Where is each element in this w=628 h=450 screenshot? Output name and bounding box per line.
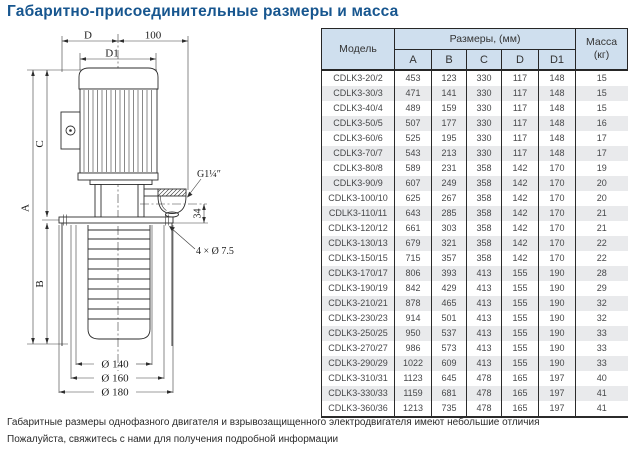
value-cell: 17 [576, 131, 628, 146]
value-cell: 413 [467, 311, 502, 326]
value-cell: 330 [467, 116, 502, 131]
value-cell: 155 [502, 311, 539, 326]
model-cell: CDLK3-270/27 [322, 341, 395, 356]
model-cell: CDLK3-190/19 [322, 281, 395, 296]
value-cell: 501 [432, 311, 467, 326]
pump-drawing-svg [0, 26, 320, 412]
value-cell: 806 [395, 266, 432, 281]
value-cell: 41 [576, 401, 628, 417]
bolt-holes-label: 4 × Ø 7.5 [196, 246, 234, 257]
value-cell: 573 [432, 341, 467, 356]
column-header-mass [576, 29, 628, 71]
value-cell: 471 [395, 86, 432, 101]
value-cell: 358 [467, 191, 502, 206]
value-cell: 453 [395, 70, 432, 86]
value-cell: 117 [502, 116, 539, 131]
value-cell: 190 [539, 266, 576, 281]
dimension-dia140 [76, 359, 152, 371]
column-header-c: C [467, 50, 502, 71]
dimension-d1 [80, 48, 156, 61]
value-cell: 190 [539, 356, 576, 371]
model-cell: CDLK3-110/11 [322, 206, 395, 221]
value-cell: 21 [576, 206, 628, 221]
value-cell: 267 [432, 191, 467, 206]
table-row [322, 161, 628, 176]
value-cell: 148 [539, 116, 576, 131]
value-cell: 1159 [395, 386, 432, 401]
spec-table-container [321, 28, 627, 418]
value-cell: 29 [576, 281, 628, 296]
value-cell: 170 [539, 176, 576, 191]
value-cell: 155 [502, 356, 539, 371]
model-cell: CDLK3-310/31 [322, 371, 395, 386]
value-cell: 117 [502, 101, 539, 116]
value-cell: 609 [432, 356, 467, 371]
value-cell: 142 [502, 161, 539, 176]
model-cell: CDLK3-290/29 [322, 356, 395, 371]
column-header-d1: D1 [539, 50, 576, 71]
value-cell: 1022 [395, 356, 432, 371]
value-cell: 190 [539, 296, 576, 311]
value-cell: 33 [576, 326, 628, 341]
table-row [322, 326, 628, 341]
value-cell: 413 [467, 326, 502, 341]
dimension-a [20, 70, 35, 344]
table-row [322, 191, 628, 206]
dim-label-d1: D1 [105, 47, 119, 60]
value-cell: 190 [539, 326, 576, 341]
table-row [322, 116, 628, 131]
value-cell: 543 [395, 146, 432, 161]
value-cell: 41 [576, 386, 628, 401]
model-cell: CDLK3-100/10 [322, 191, 395, 206]
value-cell: 155 [502, 266, 539, 281]
pump-barrel [62, 223, 172, 346]
column-header-d: D [502, 50, 539, 71]
dim-label-34: 34 [192, 208, 204, 219]
mounting-plate [59, 215, 173, 226]
value-cell: 249 [432, 176, 467, 191]
value-cell: 358 [467, 206, 502, 221]
value-cell: 155 [502, 341, 539, 356]
footnote-line-1: Габаритные размеры однофазного двигателя и взрывозащищенного электродвигателя имеют небольшие отличия [7, 417, 540, 428]
model-cell: CDLK3-330/33 [322, 386, 395, 401]
dim-label-dia180: Ø 180 [101, 386, 129, 399]
dimension-c [34, 70, 49, 217]
value-cell: 715 [395, 251, 432, 266]
footnote-line-2: Пожалуйста, свяжитесь с нами для получения подробной информации [7, 434, 339, 445]
value-cell: 155 [502, 281, 539, 296]
value-cell: 142 [502, 206, 539, 221]
value-cell: 22 [576, 251, 628, 266]
value-cell: 478 [467, 386, 502, 401]
value-cell: 537 [432, 326, 467, 341]
model-cell: CDLK3-230/23 [322, 311, 395, 326]
value-cell: 142 [502, 221, 539, 236]
column-header-dimensions-group: Размеры, (мм) [395, 29, 576, 50]
table-row [322, 70, 628, 86]
dim-label-b: B [34, 280, 46, 288]
pump-lantern [90, 180, 158, 217]
value-cell: 679 [395, 236, 432, 251]
bolt-holes-callout [169, 226, 234, 257]
table-row [322, 131, 628, 146]
column-header-b: B [432, 50, 467, 71]
value-cell: 17 [576, 146, 628, 161]
model-cell: CDLK3-170/17 [322, 266, 395, 281]
model-cell: CDLK3-80/8 [322, 161, 395, 176]
motor-flange [78, 173, 158, 180]
value-cell: 117 [502, 131, 539, 146]
value-cell: 15 [576, 70, 628, 86]
dimension-dia160 [71, 373, 164, 385]
stage-lines [88, 239, 150, 319]
value-cell: 914 [395, 311, 432, 326]
value-cell: 1213 [395, 401, 432, 417]
page-title: Габаритно-присоединительные размеры и масса [7, 3, 399, 20]
table-body [322, 70, 628, 417]
table-row [322, 296, 628, 311]
dimension-dia180 [59, 387, 173, 399]
value-cell: 33 [576, 341, 628, 356]
value-cell: 159 [432, 101, 467, 116]
value-cell: 117 [502, 86, 539, 101]
value-cell: 190 [539, 281, 576, 296]
dimension-d-100 [62, 30, 188, 43]
value-cell: 170 [539, 191, 576, 206]
value-cell: 330 [467, 70, 502, 86]
value-cell: 645 [432, 371, 467, 386]
value-cell: 358 [467, 251, 502, 266]
table-row [322, 101, 628, 116]
value-cell: 525 [395, 131, 432, 146]
value-cell: 21 [576, 221, 628, 236]
port-thread-callout [187, 169, 221, 198]
table-row [322, 371, 628, 386]
value-cell: 148 [539, 146, 576, 161]
value-cell: 393 [432, 266, 467, 281]
model-cell: CDLK3-60/6 [322, 131, 395, 146]
value-cell: 413 [467, 356, 502, 371]
value-cell: 20 [576, 176, 628, 191]
value-cell: 489 [395, 101, 432, 116]
value-cell: 643 [395, 206, 432, 221]
model-cell: CDLK3-150/15 [322, 251, 395, 266]
table-row [322, 86, 628, 101]
value-cell: 429 [432, 281, 467, 296]
value-cell: 358 [467, 176, 502, 191]
value-cell: 197 [539, 386, 576, 401]
value-cell: 148 [539, 101, 576, 116]
dim-label-a: A [19, 204, 32, 212]
motor-outline [61, 68, 158, 180]
value-cell: 170 [539, 236, 576, 251]
value-cell: 170 [539, 161, 576, 176]
value-cell: 330 [467, 101, 502, 116]
value-cell: 413 [467, 266, 502, 281]
value-cell: 842 [395, 281, 432, 296]
dim-label-100: 100 [144, 29, 162, 42]
value-cell: 165 [502, 371, 539, 386]
model-cell: CDLK3-20/2 [322, 70, 395, 86]
model-cell: CDLK3-210/21 [322, 296, 395, 311]
value-cell: 878 [395, 296, 432, 311]
mass-header-line1: Масса [586, 36, 618, 48]
value-cell: 358 [467, 221, 502, 236]
value-cell: 40 [576, 371, 628, 386]
value-cell: 22 [576, 236, 628, 251]
value-cell: 141 [432, 86, 467, 101]
value-cell: 478 [467, 371, 502, 386]
table-row [322, 236, 628, 251]
value-cell: 213 [432, 146, 467, 161]
value-cell: 735 [432, 401, 467, 417]
value-cell: 177 [432, 116, 467, 131]
table-row [322, 356, 628, 371]
value-cell: 123 [432, 70, 467, 86]
model-cell: CDLK3-120/12 [322, 221, 395, 236]
footnotes [7, 414, 622, 448]
table-row [322, 251, 628, 266]
value-cell: 986 [395, 341, 432, 356]
value-cell: 197 [539, 401, 576, 417]
dim-label-dia140: Ø 140 [101, 358, 129, 371]
value-cell: 155 [502, 326, 539, 341]
value-cell: 358 [467, 161, 502, 176]
port-thread-label: G1¼″ [197, 169, 221, 180]
value-cell: 607 [395, 176, 432, 191]
column-header-model: Модель [322, 29, 395, 71]
value-cell: 148 [539, 86, 576, 101]
model-cell: CDLK3-90/9 [322, 176, 395, 191]
dim-label-c: C [34, 140, 46, 148]
value-cell: 170 [539, 206, 576, 221]
value-cell: 330 [467, 146, 502, 161]
value-cell: 330 [467, 131, 502, 146]
value-cell: 357 [432, 251, 467, 266]
value-cell: 20 [576, 191, 628, 206]
model-cell: CDLK3-250/25 [322, 326, 395, 341]
pump-dimension-drawing [0, 26, 320, 412]
table-row [322, 146, 628, 161]
table-row [322, 311, 628, 326]
value-cell: 148 [539, 131, 576, 146]
value-cell: 117 [502, 70, 539, 86]
value-cell: 32 [576, 311, 628, 326]
value-cell: 1123 [395, 371, 432, 386]
value-cell: 231 [432, 161, 467, 176]
value-cell: 190 [539, 311, 576, 326]
value-cell: 321 [432, 236, 467, 251]
table-row [322, 206, 628, 221]
value-cell: 28 [576, 266, 628, 281]
table-row [322, 176, 628, 191]
value-cell: 195 [432, 131, 467, 146]
value-cell: 33 [576, 356, 628, 371]
mass-header-line2: (кг) [593, 49, 610, 61]
value-cell: 142 [502, 176, 539, 191]
dimensions-mass-table [321, 28, 628, 418]
value-cell: 148 [539, 70, 576, 86]
table-row [322, 341, 628, 356]
value-cell: 625 [395, 191, 432, 206]
value-cell: 303 [432, 221, 467, 236]
value-cell: 950 [395, 326, 432, 341]
value-cell: 285 [432, 206, 467, 221]
value-cell: 413 [467, 296, 502, 311]
value-cell: 465 [432, 296, 467, 311]
table-row [322, 266, 628, 281]
dimension-34 [193, 204, 206, 223]
value-cell: 197 [539, 371, 576, 386]
model-cell: CDLK3-130/13 [322, 236, 395, 251]
model-cell: CDLK3-70/7 [322, 146, 395, 161]
value-cell: 16 [576, 116, 628, 131]
value-cell: 681 [432, 386, 467, 401]
value-cell: 15 [576, 86, 628, 101]
value-cell: 413 [467, 341, 502, 356]
value-cell: 413 [467, 281, 502, 296]
value-cell: 155 [502, 296, 539, 311]
dim-label-d: D [84, 29, 92, 42]
value-cell: 507 [395, 116, 432, 131]
value-cell: 165 [502, 401, 539, 417]
value-cell: 19 [576, 161, 628, 176]
value-cell: 478 [467, 401, 502, 417]
value-cell: 142 [502, 236, 539, 251]
value-cell: 165 [502, 386, 539, 401]
value-cell: 117 [502, 146, 539, 161]
value-cell: 589 [395, 161, 432, 176]
table-row [322, 281, 628, 296]
value-cell: 330 [467, 86, 502, 101]
value-cell: 358 [467, 236, 502, 251]
value-cell: 142 [502, 251, 539, 266]
table-row [322, 221, 628, 236]
model-cell: CDLK3-30/3 [322, 86, 395, 101]
value-cell: 15 [576, 101, 628, 116]
value-cell: 32 [576, 296, 628, 311]
dim-label-dia160: Ø 160 [101, 372, 129, 385]
model-cell: CDLK3-50/5 [322, 116, 395, 131]
column-header-a: A [395, 50, 432, 71]
dimension-b [34, 223, 49, 344]
table-row [322, 386, 628, 401]
value-cell: 170 [539, 221, 576, 236]
model-cell: CDLK3-40/4 [322, 101, 395, 116]
value-cell: 170 [539, 251, 576, 266]
value-cell: 142 [502, 191, 539, 206]
value-cell: 661 [395, 221, 432, 236]
value-cell: 190 [539, 341, 576, 356]
model-cell: CDLK3-360/36 [322, 401, 395, 417]
